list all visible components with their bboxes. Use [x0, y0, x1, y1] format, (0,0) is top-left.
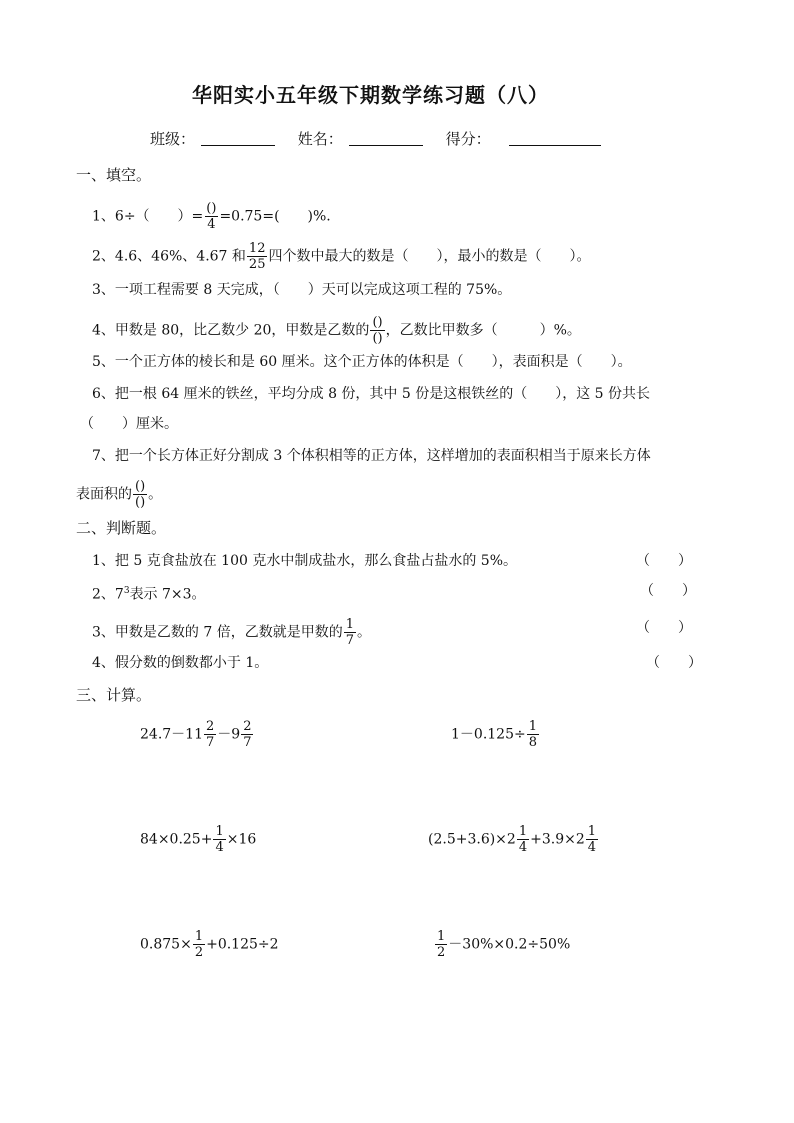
- fraction-numerator: 1: [528, 719, 537, 734]
- judge-q2-text-b: 表示 7×3。: [129, 586, 206, 603]
- judge-answer-bracket-4[interactable]: （ ）: [646, 655, 702, 671]
- class-blank[interactable]: [201, 131, 275, 146]
- fraction-numerator: 1: [194, 929, 204, 944]
- fill-q7-text-c: 。: [148, 486, 163, 503]
- fraction-denominator: 2: [194, 945, 204, 960]
- expr-text: +0.125÷2: [206, 936, 279, 953]
- calc-expression-1: [140, 720, 254, 749]
- judge-q2-text-a: 2、7: [92, 586, 124, 603]
- judge-answer-bracket-3[interactable]: （ ）: [636, 620, 692, 636]
- fraction-numerator: (): [206, 201, 217, 216]
- expr-text: 84×0.25+: [140, 831, 213, 848]
- calc-expression-3: [140, 825, 256, 854]
- fraction: [133, 480, 147, 509]
- expr-text: 24.7－11: [140, 726, 203, 743]
- fraction-denominator: (): [135, 495, 146, 510]
- fill-question-1: [92, 202, 331, 231]
- judge-question-4: 4、假分数的倒数都小于 1。: [92, 655, 269, 671]
- fill-q2-text-a: 2、4.6、46%、4.67 和: [92, 248, 246, 265]
- fraction-denominator: (): [372, 331, 383, 346]
- info-line: [150, 130, 607, 148]
- judge-q3-text-b: 。: [357, 624, 371, 641]
- fraction: [241, 720, 253, 749]
- fraction: [527, 720, 539, 749]
- fill-question-6-line-2: （ ）厘米。: [80, 416, 178, 432]
- judge-question-1: 1、把 5 克食盐放在 100 克水中制成盐水，那么食盐占盐水的 5%。: [92, 553, 517, 569]
- calc-expression-4: [428, 825, 599, 854]
- fraction-denominator: 4: [587, 840, 597, 855]
- fraction-numerator: 1: [437, 929, 446, 944]
- expr-text: +3.9×2: [530, 831, 585, 848]
- fill-question-4: [92, 316, 581, 345]
- fraction-numerator: 1: [518, 824, 528, 839]
- section-judge-heading: 二、判断题。: [76, 519, 167, 537]
- fraction: [586, 825, 598, 854]
- score-label: 得分：: [445, 130, 491, 148]
- calc-expression-6: [434, 930, 570, 959]
- expr-text: 1－0.125÷: [451, 726, 526, 743]
- fill-q4-text-a: 4、甲数是 80，比乙数少 20，甲数是乙数的: [92, 322, 370, 339]
- fraction-denominator: 4: [518, 840, 528, 855]
- fraction-numerator: 12: [248, 241, 266, 256]
- fraction: [204, 720, 216, 749]
- fraction: [344, 618, 356, 647]
- fraction-numerator: 1: [587, 824, 597, 839]
- fraction-numerator: (): [372, 315, 383, 330]
- fraction-numerator: 2: [206, 719, 215, 734]
- fraction-denominator: 7: [243, 735, 252, 750]
- judge-question-3: [92, 618, 371, 647]
- fraction: [435, 930, 447, 959]
- expr-text: (2.5+3.6)×2: [428, 831, 516, 848]
- fill-question-6-line-1: 6、把一根 64 厘米的铁丝，平均分成 8 份，其中 5 份是这根铁丝的（ ），这 5 份共长: [92, 386, 651, 402]
- fraction-numerator: (): [135, 479, 146, 494]
- calc-expression-2: [451, 720, 540, 749]
- fill-question-7-line-2: [76, 480, 162, 509]
- expr-text: ×16: [226, 831, 257, 848]
- judge-answer-bracket-2[interactable]: （ ）: [640, 583, 696, 599]
- judge-answer-bracket-1[interactable]: （ ）: [636, 553, 692, 569]
- fraction-numerator: 2: [243, 719, 252, 734]
- expr-text: －30%×0.2÷50%: [448, 936, 571, 953]
- fill-question-5: 5、一个正方体的棱长和是 60 厘米。这个正方体的体积是（ ），表面积是（ ）。: [92, 354, 632, 370]
- exponent: 3: [123, 586, 130, 596]
- fraction: [370, 316, 384, 345]
- fraction-denominator: 8: [528, 735, 537, 750]
- calc-expression-5: [140, 930, 279, 959]
- fill-q1-text-a: 1、6÷（ ）=: [92, 208, 204, 225]
- fill-question-2: [92, 242, 590, 271]
- fill-q7-text-b: 表面积的: [76, 486, 132, 503]
- expr-text: －9: [217, 726, 241, 743]
- fill-q4-text-b: ，乙数比甲数多（ ）%。: [385, 322, 581, 339]
- name-label: 姓名：: [297, 130, 343, 148]
- fraction-numerator: 1: [345, 617, 354, 632]
- judge-q3-text-a: 3、甲数是乙数的 7 倍，乙数就是甲数的: [92, 624, 343, 641]
- expr-text: 0.875×: [140, 936, 192, 953]
- fill-question-7-line-1: 7、把一个长方体正好分割成 3 个体积相等的正方体，这样增加的表面积相当于原来长方体: [92, 448, 651, 464]
- fill-question-3: 3、一项工程需要 8 天完成，（ ）天可以完成这项工程的 75%。: [92, 282, 512, 298]
- fraction: [247, 242, 268, 271]
- fraction-numerator: 1: [215, 824, 224, 839]
- fraction-denominator: 25: [248, 257, 266, 272]
- fraction-denominator: 4: [215, 840, 224, 855]
- fraction-denominator: 7: [206, 735, 215, 750]
- fraction: [193, 930, 205, 959]
- fill-q1-text-b: =0.75=( )%.: [219, 208, 331, 225]
- fraction-denominator: 4: [207, 217, 216, 232]
- fraction: [517, 825, 529, 854]
- section-calc-heading: 三、计算。: [76, 686, 152, 704]
- page-title: 华阳实小五年级下期数学练习题（八）: [192, 83, 549, 107]
- judge-question-2: [92, 582, 206, 604]
- name-blank[interactable]: [349, 131, 423, 146]
- fraction-denominator: 2: [437, 945, 446, 960]
- class-label: 班级：: [150, 130, 196, 148]
- section-fill-heading: 一、填空。: [76, 166, 152, 184]
- score-blank[interactable]: [509, 131, 601, 146]
- fraction: [213, 825, 225, 854]
- fill-q2-text-b: 四个数中最大的数是（ ），最小的数是（ ）。: [268, 248, 591, 265]
- fraction-denominator: 7: [345, 633, 354, 648]
- fraction: [204, 202, 218, 231]
